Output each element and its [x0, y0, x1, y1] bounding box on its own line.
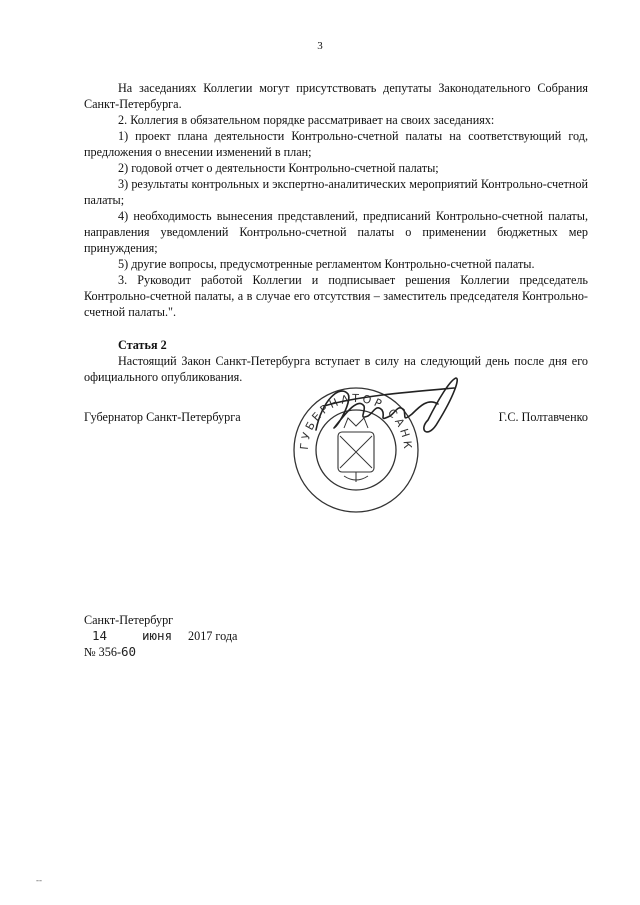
governor-seal	[278, 370, 468, 520]
date-year: 2017 года	[188, 629, 238, 643]
paragraph-chairman: 3. Руководит работой Коллегии и подписывает решения Коллегии председатель Контрольно-счетной палаты, а в случае его отсутствия – заместитель председателя Контрольно-счетной палаты.".	[84, 273, 588, 319]
list-item-representations: 4) необходимость вынесения представлений, предписаний Контрольно-счетной палаты, направления уведомлений Контрольно-счетной палаты о применении бюджетных мер принуждения;	[84, 209, 588, 255]
date-month: июня	[142, 628, 173, 643]
footer-date	[84, 628, 237, 644]
governor-name: Г.С. Полтавченко	[498, 410, 588, 424]
governor-title: Губернатор Санкт-Петербурга	[84, 410, 241, 424]
date-day: 14	[92, 628, 108, 643]
list-item-plan: 1) проект плана деятельности Контрольно-счетной палаты на соответствующий год, предложения о внесении изменений в план;	[84, 129, 588, 159]
number-suffix: 60	[121, 644, 137, 659]
footer-city: Санкт-Петербург	[84, 613, 174, 627]
document-footer	[84, 612, 237, 660]
list-item-annual-report: 2) годовой отчет о деятельности Контрольно-счетной палаты;	[118, 161, 439, 175]
corner-mark: --	[36, 875, 42, 885]
seal-text: ГУБЕРНАТОР САНК	[297, 391, 415, 452]
signature-row	[84, 409, 588, 429]
article-title: Статья 2	[118, 338, 167, 352]
article-text: Настоящий Закон Санкт-Петербурга вступает в силу на следующий день после дня его официального опубликования.	[84, 354, 588, 384]
paragraph-deputies: На заседаниях Коллегии могут присутствовать депутаты Законодательного Собрания Санкт-Петербурга.	[84, 81, 588, 111]
paragraph-collegium-review: 2. Коллегия в обязательном порядке рассматривает на своих заседаниях:	[118, 113, 495, 127]
page-number: 3	[317, 40, 323, 52]
list-item-results: 3) результаты контрольных и экспертно-аналитических мероприятий Контрольно-счетной палаты;	[84, 177, 588, 207]
seal-and-signature-image	[278, 370, 468, 520]
number-prefix: № 356-	[84, 645, 122, 659]
law-text	[84, 80, 588, 385]
footer-number	[84, 644, 237, 660]
list-item-other: 5) другие вопросы, предусмотренные регламентом Контрольно-счетной палаты.	[118, 257, 535, 271]
